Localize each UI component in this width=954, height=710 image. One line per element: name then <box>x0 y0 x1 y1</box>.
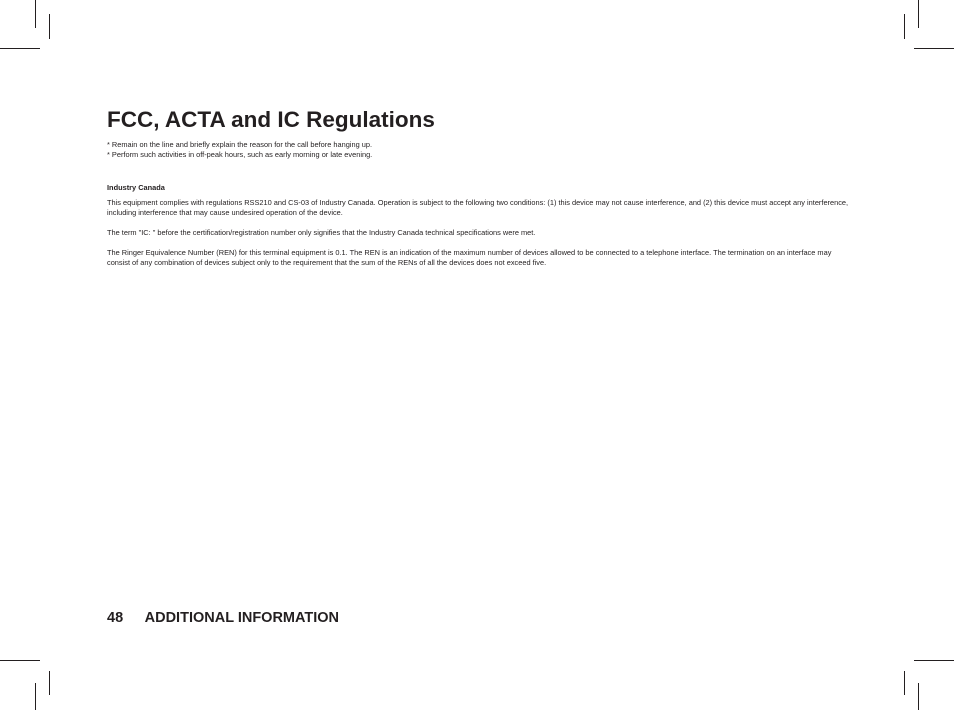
crop-mark-top-left-inner <box>49 14 50 39</box>
crop-mark-top-right-horizontal <box>914 48 954 49</box>
note-line: * Perform such activities in off-peak hours, such as early morning or late evening. <box>107 150 373 160</box>
paragraph: The Ringer Equivalence Number (REN) for this terminal equipment is 0.1. The REN is an indication of the maximum number of devices allowed to be connected to a telephone interface. The termination on an interface may consist of any combination of devices subject only to the requirement that the sum of the RENs of all the devices does not exceed five. <box>107 248 832 268</box>
footer-section-label: ADDITIONAL INFORMATION <box>144 610 340 626</box>
crop-mark-bottom-left-outer <box>35 683 36 710</box>
paragraph: This equipment complies with regulations RSS210 and CS-03 of Industry Canada. Operation is subject to the following two conditions: (1) this device may not cause interference, and (2) this device must accept any interference, including interference that may cause undesired operation of the device. <box>107 197 849 217</box>
section-heading: Industry Canada <box>107 183 165 193</box>
notes <box>107 140 855 160</box>
note-line: * Remain on the line and briefly explain the reason for the call before hanging up. <box>107 140 373 149</box>
page-content <box>107 140 855 269</box>
page-number: 48 <box>107 610 124 626</box>
crop-mark-bottom-right-outer <box>918 683 919 710</box>
crop-mark-bottom-right-inner <box>904 671 905 695</box>
crop-mark-top-right-outer <box>918 0 919 28</box>
crop-mark-top-left-horizontal <box>0 48 40 49</box>
crop-mark-top-right-inner <box>904 14 905 39</box>
paragraph: The term "IC: " before the certification/registration number only signifies that the Industry Canada technical specifications were met. <box>107 228 536 238</box>
crop-mark-top-left-outer <box>35 0 36 28</box>
crop-mark-bottom-right-horizontal <box>914 660 954 661</box>
crop-mark-bottom-left-inner <box>49 671 50 695</box>
page-title: FCC, ACTA and IC Regulations <box>107 107 435 132</box>
page-footer <box>107 609 339 627</box>
crop-mark-bottom-left-horizontal <box>0 660 40 661</box>
